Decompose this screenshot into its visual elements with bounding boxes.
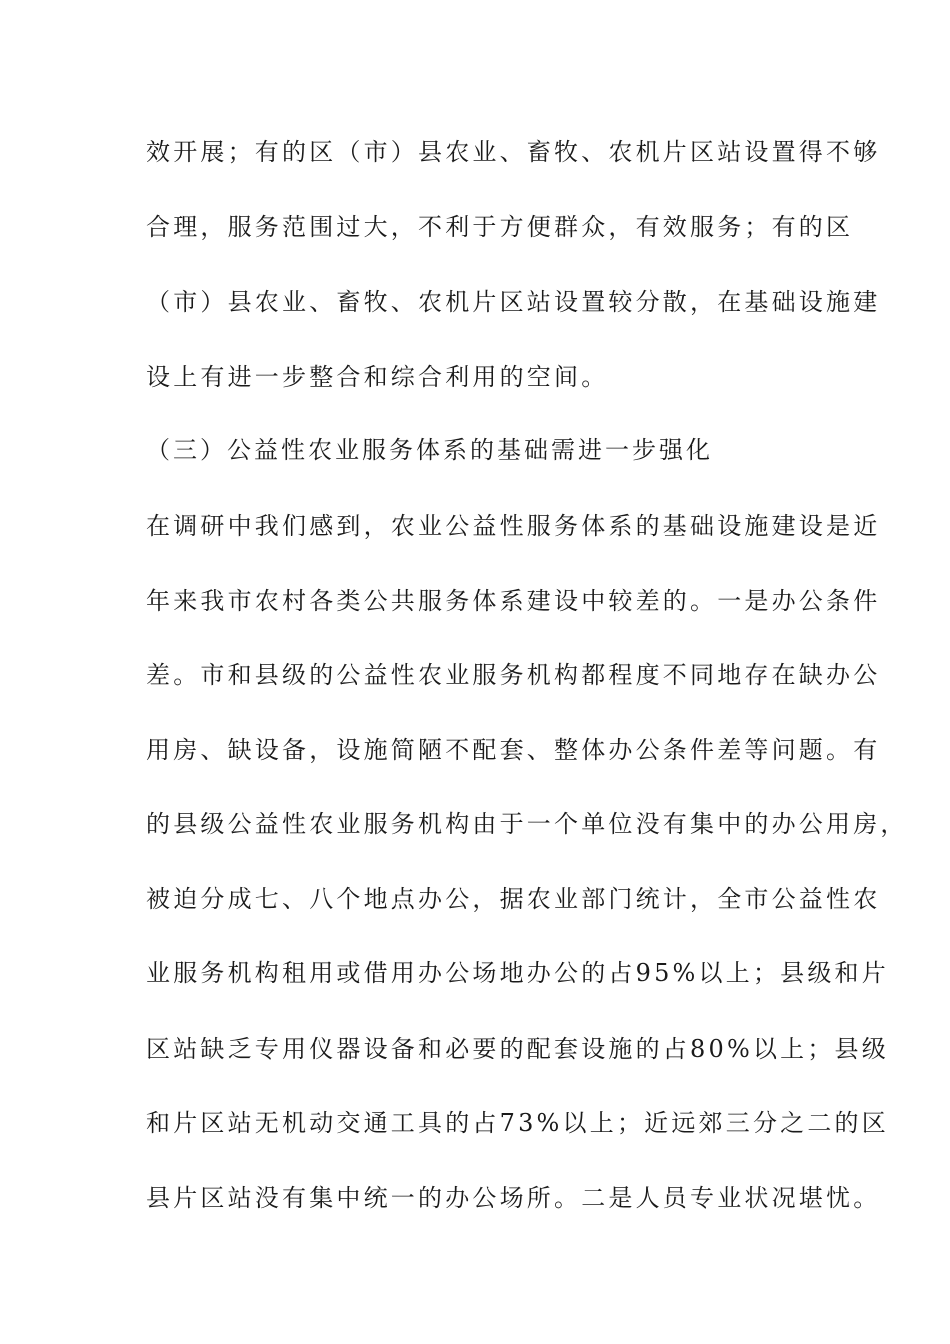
paragraph-line: 年来我市农村各类公共服务体系建设中较差的。一是办公条件 (146, 587, 881, 615)
paragraph-line: 县片区站没有集中统一的办公场所。二是人员专业状况堪忧。 (146, 1184, 881, 1212)
paragraph-line: 合理，服务范围过大，不利于方便群众，有效服务；有的区 (146, 213, 854, 241)
paragraph-line: 用房、缺设备，设施简陋不配套、整体办公条件差等问题。有 (146, 736, 881, 764)
paragraph-line: 设上有进一步整合和综合利用的空间。 (146, 363, 609, 391)
paragraph-line: 业服务机构租用或借用办公场地办公的占95%以上；县级和片 (146, 959, 889, 987)
paragraph-line: （市）县农业、畜牧、农机片区站设置较分散，在基础设施建 (146, 288, 881, 316)
paragraph-line: 的县级公益性农业服务机构由于一个单位没有集中的办公用房， (146, 810, 908, 838)
paragraph-line: 效开展；有的区（市）县农业、畜牧、农机片区站设置得不够 (146, 138, 881, 166)
paragraph-line: 在调研中我们感到，农业公益性服务体系的基础设施建设是近 (146, 512, 881, 540)
section-heading: （三）公益性农业服务体系的基础需进一步强化 (146, 436, 713, 464)
paragraph-line: 差。市和县级的公益性农业服务机构都程度不同地存在缺办公 (146, 661, 881, 689)
paragraph-line: 区站缺乏专用仪器设备和必要的配套设施的占80%以上；县级 (146, 1035, 889, 1063)
paragraph-line: 和片区站无机动交通工具的占73%以上；近远郊三分之二的区 (146, 1109, 889, 1137)
paragraph-line: 被迫分成七、八个地点办公，据农业部门统计，全市公益性农 (146, 885, 881, 913)
